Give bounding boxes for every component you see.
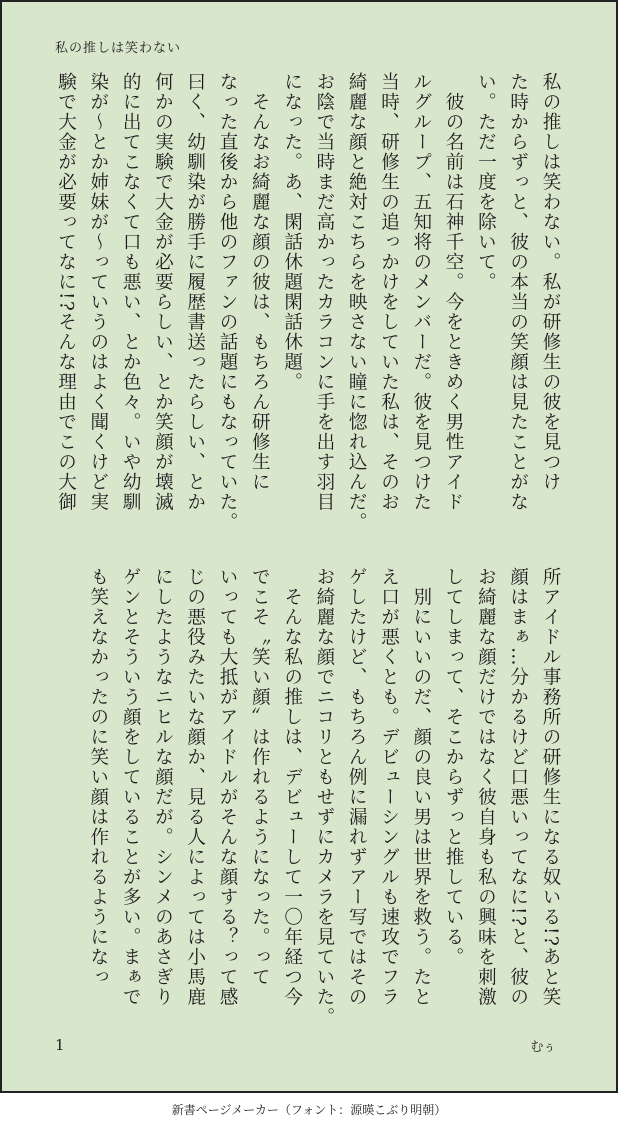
text-line: いっても大抵がアイドルがそんな顔する？って感 — [217, 567, 239, 1007]
text-line: 綺麗な顔と絶対こちらを映さない瞳に惚れ込んだ。 — [346, 72, 368, 532]
text-line: ルグループ、五知将のメンバーだ。彼を見つけた — [410, 72, 432, 512]
text-line: い。ただ一度を除いて。 — [475, 72, 497, 292]
text-block-top — [49, 72, 566, 532]
text-line: 曰く、幼馴染が勝手に履歴書送ったらしい、とか — [184, 72, 206, 512]
book-title: 私の推しは笑わない — [55, 41, 182, 56]
text-line: ゲしたけど、もちろん例に漏れずアー写ではその — [346, 567, 368, 1007]
text-line: ゲンとそういう顔をしていることが多い。まぁで — [120, 567, 142, 1007]
text-line: そんなお綺麗な顔の彼は、もちろん研修生に — [249, 72, 271, 492]
text-line: 彼の名前は石神千空。今をときめく男性アイド — [443, 72, 465, 512]
text-block-bottom — [82, 567, 566, 1027]
text-line: になった。あ、閑話休題閑話休題。 — [281, 72, 303, 392]
text-line: 所アイドル事務所の研修生になる奴いる!?あと笑 — [540, 567, 561, 1008]
text-line: お陰で当時まだ高かったカラコンに手を出す羽目 — [313, 72, 335, 512]
text-line: 験で大金が必要ってなに!?そんな理由でこの大御 — [55, 72, 77, 513]
text-line: お綺麗な顔でニコリともせずにカメラを見ていた。 — [313, 567, 335, 1027]
text-line: も笑えなかったのに笑い顔は作れるようになっ — [87, 567, 109, 987]
text-line: 何かの実験で大金が必要らしい、とか笑顔が壊滅 — [152, 72, 174, 512]
text-line: 当時、研修生の追っかけをしていた私は、そのお — [378, 72, 400, 512]
footer-credit: 新書ページメーカー（フォント：源暎こぶり明朝） — [171, 1103, 447, 1117]
text-line: してしまって、そこからずっと推している。 — [443, 567, 465, 967]
text-line: お綺麗な顔だけではなく彼自身も私の興味を刺激 — [475, 567, 497, 1007]
text-line: 顔はまぁ…分かるけど口悪いってなに!?と、彼の — [507, 567, 529, 1008]
text-line: 別にいいのだ、顔の良い男は世界を救う。たと — [410, 567, 432, 1007]
page-number: 1 — [55, 1036, 65, 1054]
text-line: 的に出てこなくて口も悪い、とか色々。いや幼馴 — [120, 72, 142, 512]
text-line: なった直後から他のファンの話題にもなっていた。 — [217, 72, 239, 532]
author-name: むぅ — [530, 1040, 556, 1055]
text-line: え口が悪くとも。デビューシングルも速攻でフラ — [378, 567, 400, 1007]
text-line: 染が〜とか姉妹が〜っていうのはよく聞くけど実 — [87, 72, 109, 512]
text-line: そんな私の推しは、デビューして一〇年経つ今 — [281, 567, 303, 1007]
text-line: じの悪役みたいな顔か、見る人によっては小馬鹿 — [184, 567, 206, 1007]
text-line: 私の推しは笑わない。私が研修生の彼を見つけ — [540, 72, 561, 492]
text-line: た時からずっと、彼の本当の笑顔は見たことがな — [507, 72, 529, 512]
text-line: にしたようなニヒルな顔だが。シンメのあさぎり — [152, 567, 174, 1007]
text-line: でこそ〝笑い顔〟は作れるようになった。って — [249, 567, 271, 987]
